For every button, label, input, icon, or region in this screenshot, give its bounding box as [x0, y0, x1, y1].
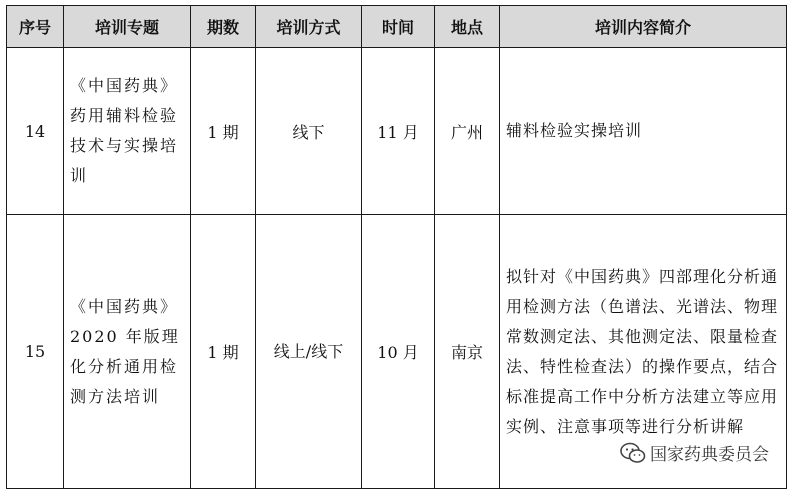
header-time: 时间 [362, 6, 435, 48]
header-row [7, 6, 787, 48]
table-row [7, 48, 787, 215]
cell-sessions: 1 期 [191, 215, 256, 489]
cell-description: 拟针对《中国药典》四部理化分析通用检测方法（色谱法、光谱法、物理常数测定法、其他测定法、限量检查法、特性检查法）的操作要点，结合标准提高工作中分析方法建立等应用实例、注意事项等进行分析讲解 [500, 215, 787, 489]
cell-time: 10 月 [362, 215, 435, 489]
cell-time: 11 月 [362, 48, 435, 215]
cell-sessions: 1 期 [191, 48, 256, 215]
cell-mode-text: 线上/线下 [273, 341, 344, 361]
cell-mode: 线下 [256, 48, 362, 215]
header-mode: 培训方式 [256, 6, 362, 48]
watermark-text: 国家药典委员会 [650, 445, 769, 465]
training-schedule-table [6, 5, 787, 489]
header-number: 序号 [7, 6, 64, 48]
cell-mode [256, 215, 362, 489]
header-topic: 培训专题 [64, 6, 191, 48]
watermark [616, 438, 773, 467]
cell-place: 广州 [435, 48, 500, 215]
header-sessions: 期数 [191, 6, 256, 48]
cell-description: 辅料检验实操培训 [500, 48, 787, 215]
cell-topic: 《中国药典》药用辅料检验技术与实操培训 [64, 48, 191, 215]
cell-number: 15 [7, 215, 64, 489]
cell-topic: 《中国药典》2020 年版理化分析通用检测方法培训 [64, 215, 191, 489]
wechat-icon [620, 442, 646, 464]
header-place: 地点 [435, 6, 500, 48]
cell-place: 南京 [435, 215, 500, 489]
cell-number: 14 [7, 48, 64, 215]
header-description: 培训内容简介 [500, 6, 787, 48]
